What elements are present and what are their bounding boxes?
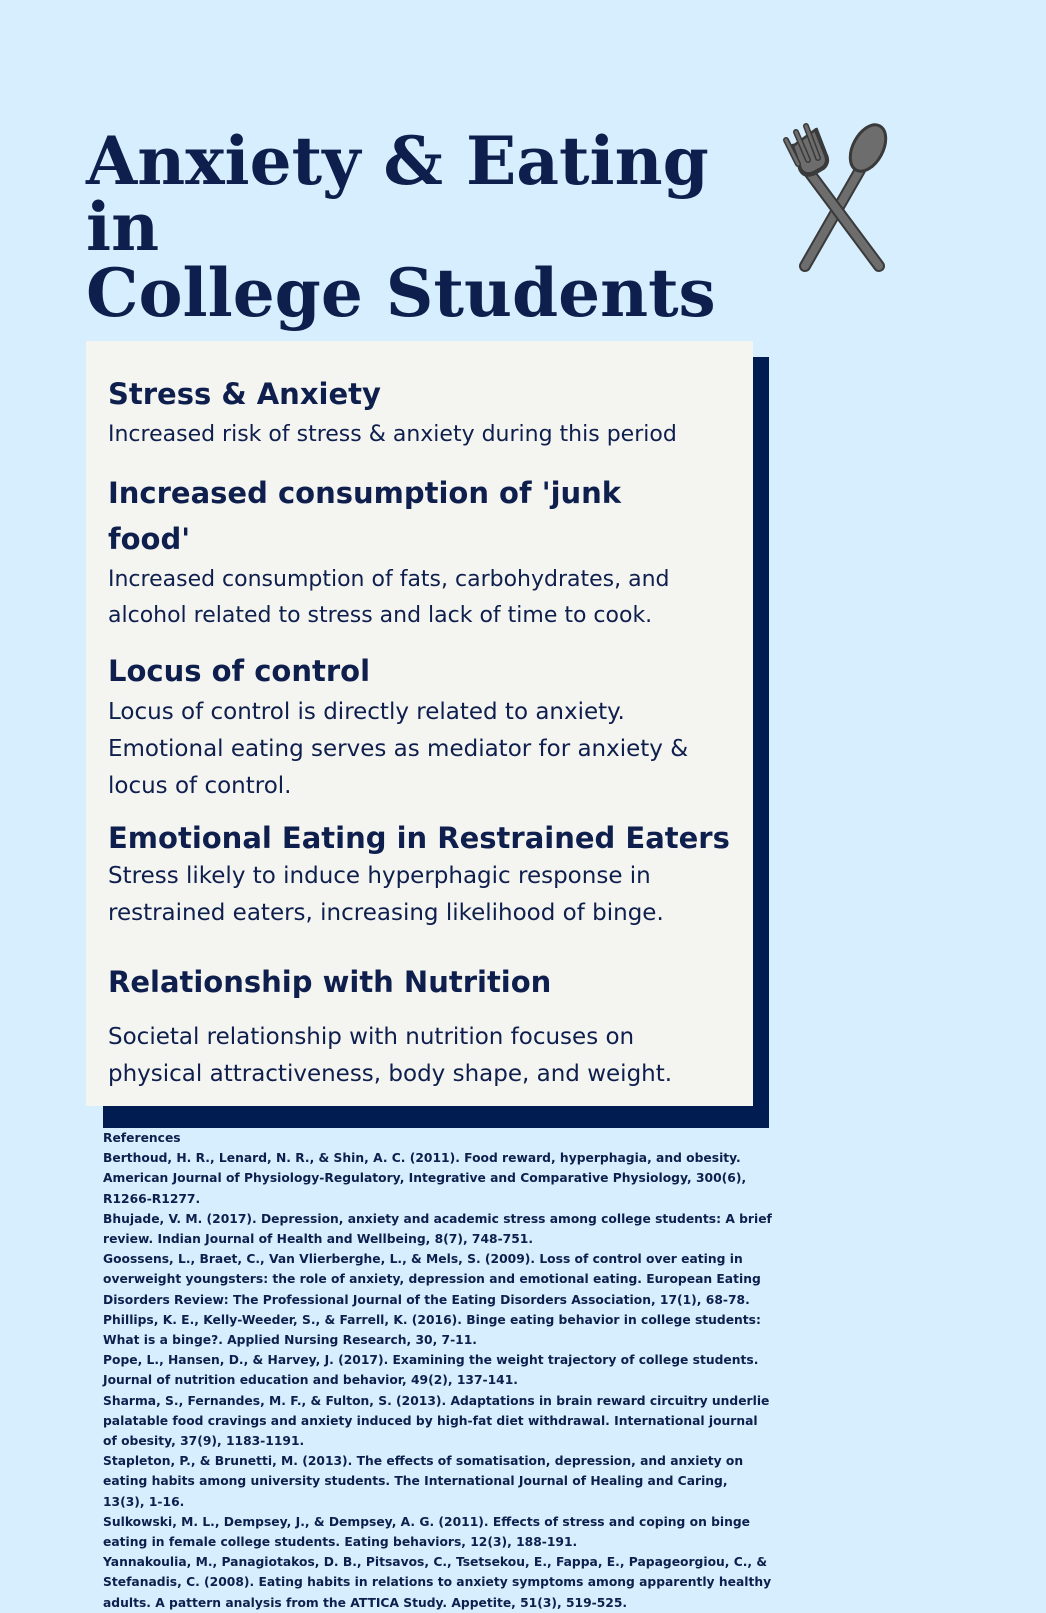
reference-item: Yannakoulia, M., Panagiotakos, D. B., Pitsavos, C., Tsetsekou, E., Fappa, E., Papageorgiou, C., & Stefanadis, C. (2008). Eating habits in relations to anxiety symptoms among apparently healthy adults. A pattern analysis from the ATTICA Study. Appetite, 51(3), 519-525. (103, 1555, 772, 1610)
section-heading: Relationship with Nutrition (108, 965, 552, 999)
section-body: Increased risk of stress & anxiety during this period (108, 422, 677, 447)
reference-item: Goossens, L., Braet, C., Van Vlierberghe, L., & Mels, S. (2009). Loss of control over eating in overweight youngsters: the role of anxiety, depression and emotional eating. European Eating Disorders Review: The Professional Journal of the Eating Disorders Association, 17(1), 68-78. (103, 1252, 761, 1307)
page-title (86, 122, 786, 332)
section-heading: Increased consumption of 'junk food' (108, 476, 622, 556)
reference-item: Sharma, S., Fernandes, M. F., & Fulton, S. (2013). Adaptations in brain reward circuitry underlie palatable food cravings and anxiety induced by high-fat diet withdrawal. International journal of obesity, 37(9), 1183-1191. (103, 1393, 770, 1449)
section-body: Locus of control is directly related to anxiety. Emotional eating serves as mediator for anxiety & locus of control. (108, 699, 689, 799)
reference-item: Stapleton, P., & Brunetti, M. (2013). The effects of somatisation, depression, and anxiety on eating habits among university students. The International Journal of Healing and Caring, 13(3), 1-16. (103, 1454, 744, 1509)
reference-item: Sulkowski, M. L., Dempsey, J., & Dempsey, A. G. (2011). Effects of stress and coping on binge eating in female college students. Eating behaviors, 12(3), 188-191. (103, 1514, 751, 1550)
section-heading: Locus of control (108, 654, 371, 688)
section-relationship-nutrition (108, 959, 718, 1093)
section-body: Societal relationship with nutrition focuses on physical attractiveness, body shape, and weight. (108, 1024, 673, 1087)
reference-item: Pope, L., Hansen, D., & Harvey, J. (2017). Examining the weight trajectory of college students. Journal of nutrition education and behavior, 49(2), 137-141. (103, 1353, 759, 1388)
section-body: Increased consumption of fats, carbohydrates, and alcohol related to stress and lack of time to cook. (108, 567, 670, 628)
section-body: Stress likely to induce hyperphagic response in restrained eaters, increasing likelihood of binge. (108, 863, 664, 926)
section-stress-anxiety (108, 371, 718, 453)
reference-item: Bhujade, V. M. (2017). Depression, anxiety and academic stress among college students: A brief review. Indian Journal of Health and Wellbeing, 8(7), 748-751. (103, 1211, 772, 1247)
references (103, 1128, 773, 1613)
title-line-2: College Students (86, 254, 716, 332)
references-heading: References (103, 1131, 181, 1145)
section-junk-food (108, 470, 670, 634)
section-heading: Stress & Anxiety (108, 377, 381, 411)
info-card (86, 341, 753, 1106)
section-locus-of-control (108, 648, 718, 805)
section-heading: Emotional Eating in Restrained Eaters (108, 821, 730, 855)
reference-item: Phillips, K. E., Kelly-Weeder, S., & Farrell, K. (2016). Binge eating behavior in college students: What is a binge?. Applied Nursing Research, 30, 7-11. (103, 1312, 761, 1348)
section-emotional-eating (108, 818, 738, 932)
reference-item: Berthoud, H. R., Lenard, N. R., & Shin, A. C. (2011). Food reward, hyperphagia, and obesity. American Journal of Physiology-Regulatory, Integrative and Comparative Physiology, 300(6), R1266-R1277. (103, 1151, 747, 1206)
title-line-1: Anxiety & Eating in (86, 122, 709, 266)
fork-and-spoon-icon (778, 118, 898, 278)
